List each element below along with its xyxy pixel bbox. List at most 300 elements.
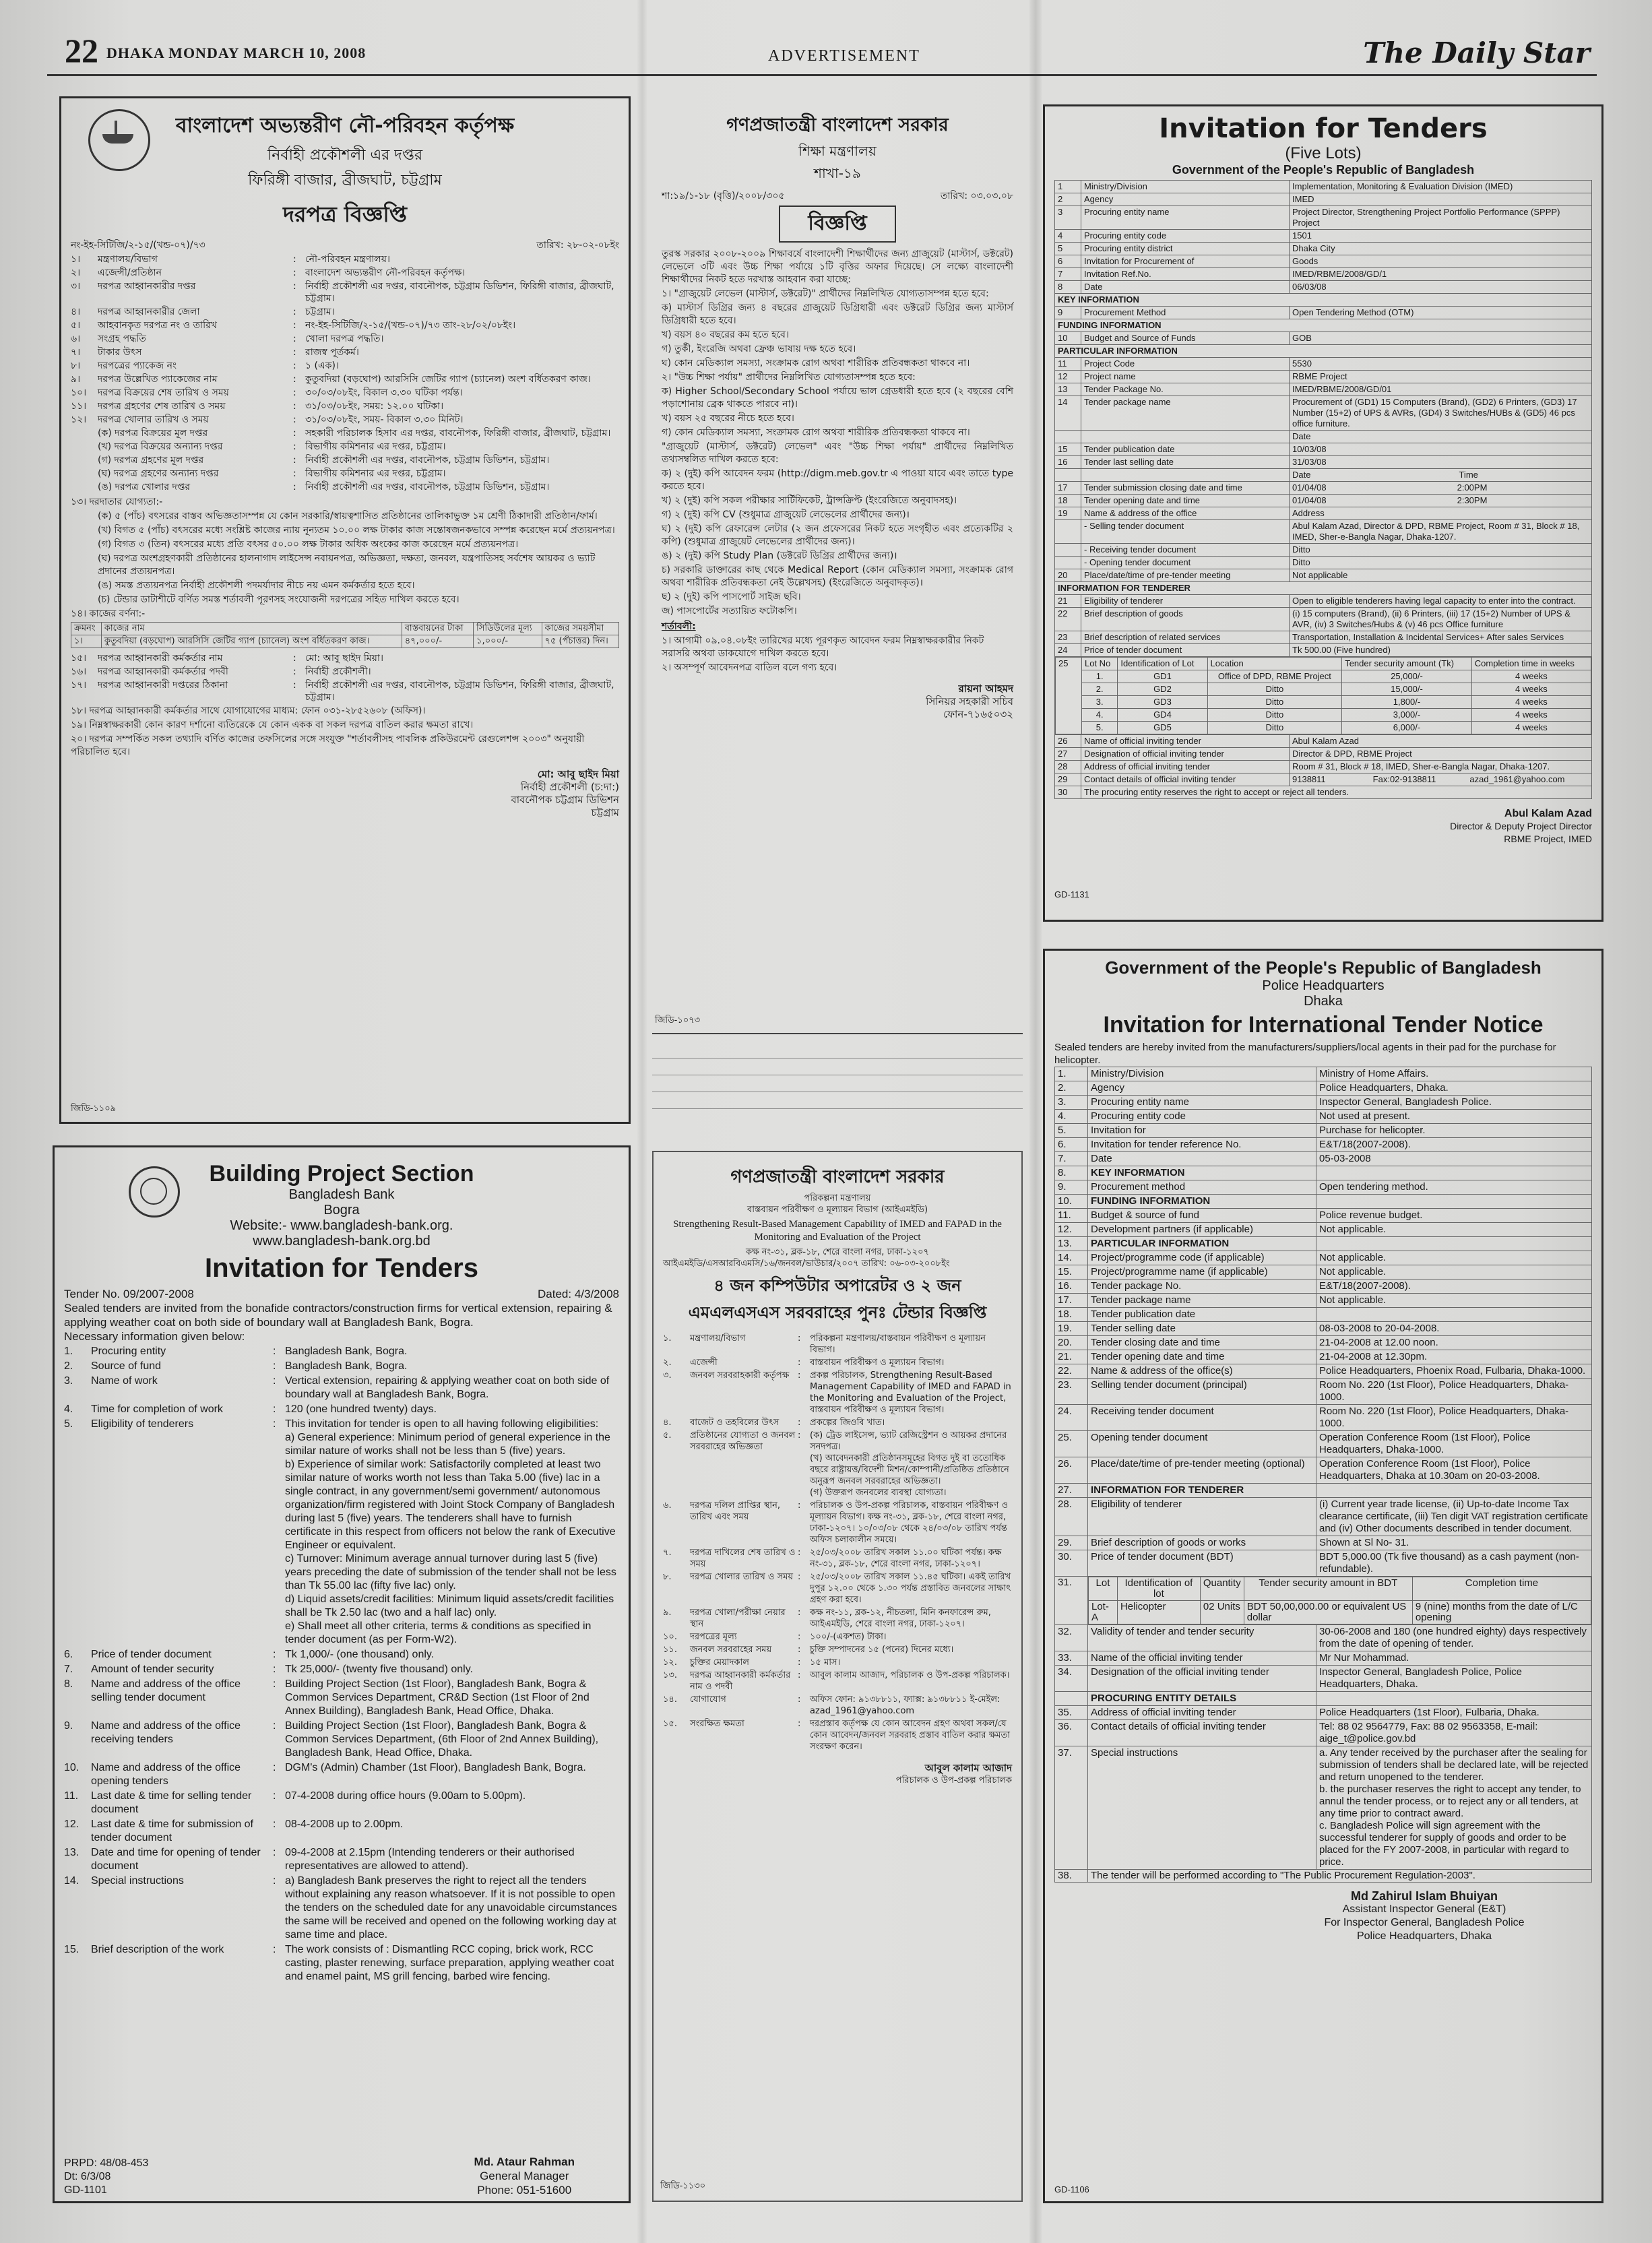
- ad-heading: Invitation for International Tender Notice: [1103, 1012, 1544, 1038]
- table-row: [1055, 557, 1592, 569]
- item-colon: :: [798, 1657, 801, 1668]
- ad-branch: শাখা-১৯: [814, 165, 861, 181]
- cell-label: Contact details of official inviting tender: [1088, 1720, 1316, 1746]
- item-number: 13.: [64, 1847, 80, 1858]
- item-value: আবুল কালাম আজাদ, পরিচালক ও উপ-প্রকল্প পরিচালক।: [810, 1670, 1010, 1680]
- cell-number: 16.: [1055, 1280, 1088, 1294]
- item-value: Bangladesh Bank, Bogra.: [285, 1360, 408, 1372]
- item-value: কুতুবদিয়া (বড়ঘোপ) আরসিসি জেটির গ্যাপ (চ্যানেল) অংশ বর্ধিতকরণ কাজ।: [305, 374, 591, 385]
- cell-number: [1055, 544, 1081, 557]
- list-item: [71, 280, 619, 305]
- item-number: 15.: [64, 1944, 80, 1955]
- cell-value: [1290, 495, 1592, 507]
- paragraph: গ) ২ (দুই) কপি CV (শুধুমাত্র গ্রাজুয়েট লেভেলের প্রার্থীদের জন্য)।: [662, 509, 910, 520]
- item-value: Building Project Section (1st Floor), Bangladesh Bank, Bogra & Common Services Department, (6th Floor of 2nd Annex Building), Bangladesh Bank, Head Office, Dhaka.: [285, 1720, 599, 1759]
- paragraph: ক) Higher School/Secondary School পর্যায়ে ভাল গ্রেডধারী হতে হবে (২ বছরের বেশি পড়াশোনায় ব্রেক থাকতে পারবে না)।: [662, 386, 1013, 410]
- office-city: Dhaka: [1304, 994, 1343, 1009]
- item-value: নির্বাহী প্রকৌশলী এর দপ্তর, বাবনৌপক, চট্টগ্রাম ডিভিশন, চট্টগ্রাম।: [305, 482, 550, 493]
- cell-value: IMED/RBME/2008/GD/01: [1290, 383, 1592, 396]
- table-cell: 25,000/-: [1342, 670, 1472, 683]
- cell-label: Invitation for: [1088, 1124, 1316, 1138]
- project-name: Strengthening Result-Based Management Capability of IMED and FAPAD in the Monitoring and Evaluation of the Project: [673, 1219, 1002, 1242]
- table-cell: GD2: [1118, 683, 1207, 696]
- eligibility-list: [71, 510, 619, 606]
- cell-value: Open to eligible tenderers having legal capacity to enter into the contract.: [1290, 595, 1592, 608]
- item-number: 12.: [64, 1819, 80, 1830]
- item-colon: :: [293, 680, 296, 691]
- cell-text: The procuring entity reserves the right to accept or reject all tenders.: [1081, 786, 1592, 799]
- cell-number: 36.: [1055, 1720, 1088, 1746]
- cell-number: 6: [1055, 255, 1081, 268]
- cell-label: Procuring entity district: [1081, 243, 1290, 255]
- cell-value: Purchase for helicopter.: [1316, 1124, 1592, 1138]
- table-row: [1056, 709, 1591, 722]
- cell-number: 17.: [1055, 1294, 1088, 1308]
- date-value: 01/04/08: [1292, 495, 1327, 505]
- item-number: ৭।: [71, 347, 81, 358]
- item-number: 3.: [64, 1375, 73, 1387]
- item-value: The work consists of : Dismantling RCC coping, brick work, RCC casting, plaster renewing, surface preparation, applying weather coat and enamel paint, MS grill fencing, barbed wire fencing.: [285, 1944, 614, 1982]
- cell-number: 18: [1055, 495, 1081, 507]
- item-colon: :: [273, 1678, 276, 1690]
- cell-value: Address: [1290, 507, 1592, 520]
- table-row: [1056, 696, 1591, 709]
- item-number: 7.: [64, 1664, 73, 1675]
- item-value: নির্বাহী প্রকৌশলী এর দপ্তর, বাবনৌপক, চট্টগ্রাম ডিভিশন, চট্টগ্রাম।: [305, 455, 550, 466]
- table-row: [1055, 243, 1592, 255]
- cell-number: 11: [1055, 358, 1081, 371]
- cell-label: - Opening tender document: [1081, 557, 1290, 569]
- item-label: Name of work: [91, 1375, 158, 1387]
- list-item: [64, 1418, 619, 1647]
- item-colon: :: [798, 1670, 801, 1680]
- cell-label: Agency: [1088, 1081, 1316, 1096]
- list-item: [64, 1761, 619, 1788]
- item-number: 5.: [64, 1418, 73, 1430]
- table-row: [1055, 1237, 1592, 1251]
- item-colon: :: [293, 653, 296, 664]
- government-name: Government of the People's Republic of Bangladesh: [1105, 957, 1542, 978]
- table-cell: BDT 50,00,000.00 or equivalent US dollar: [1244, 1601, 1412, 1624]
- cell-number: 7: [1055, 268, 1081, 281]
- cell-number: 2: [1055, 193, 1081, 206]
- cell-label: Brief description of goods or works: [1088, 1536, 1316, 1550]
- table-row: [1055, 1294, 1592, 1308]
- item-number: ৬.: [663, 1500, 672, 1511]
- ad-subtitle: নির্বাহী প্রকৌশলী এর দপ্তর: [267, 147, 423, 164]
- cell-value: 1501: [1290, 230, 1592, 243]
- list-item: [663, 1718, 1012, 1752]
- item-label: (ঘ) দরপত্র গ্রহণের অন্যান্য দপ্তর: [98, 468, 219, 479]
- table-row: [1055, 1457, 1592, 1484]
- item-colon: :: [798, 1370, 801, 1381]
- item-number: ৮।: [71, 360, 81, 371]
- table-row: [1055, 456, 1592, 469]
- list-item: [663, 1657, 1012, 1668]
- list-item: [71, 652, 619, 664]
- lot-table-cell: [1088, 1577, 1592, 1625]
- item-number: ১।: [71, 254, 81, 265]
- cell-value: Room No. 220 (1st Floor), Police Headquarters, Dhaka-1000.: [1316, 1405, 1592, 1431]
- ad-heading: ৪ জন কম্পিউটার অপারেটর ও ২ জন: [713, 1276, 961, 1295]
- cell-value: Police revenue budget.: [1316, 1209, 1592, 1223]
- item-number: ৯.: [663, 1608, 672, 1618]
- item-colon: :: [273, 1664, 276, 1675]
- table-cell: ৭৫ (পঁচাত্তর) দিন।: [542, 635, 618, 648]
- cell-value: E&T/18(2007-2008).: [1316, 1280, 1592, 1294]
- table-row: [1055, 761, 1592, 773]
- item-label: দরপত্র আহ্বানকারীর দপ্তর: [98, 281, 196, 292]
- list-item: [71, 679, 619, 703]
- cell-value: Not applicable.: [1316, 1251, 1592, 1265]
- list-item: [71, 468, 619, 480]
- table-cell: 4.: [1082, 709, 1118, 722]
- list-item: [71, 333, 619, 345]
- cell-label: Tender publication date: [1081, 443, 1290, 456]
- project-address: কক্ষ নং-৩১, ব্লক-১৮, শেরে বাংলা নগর, ঢাকা-১২০৭: [746, 1247, 929, 1257]
- item-number: 4.: [64, 1403, 73, 1415]
- email: azad_1961@yahoo.com: [1469, 774, 1565, 784]
- memo-date: তারিখ: ২৮-০২-০৮ইং: [536, 240, 619, 251]
- cell-number: 28.: [1055, 1498, 1088, 1536]
- cell-text: The tender will be performed according to "The Public Procurement Regulation-2003".: [1088, 1870, 1592, 1883]
- work-table: [71, 622, 619, 648]
- section-label: INFORMATION FOR TENDERER: [1055, 582, 1592, 595]
- table-cell: GD1: [1118, 670, 1207, 683]
- item-colon: :: [798, 1333, 801, 1344]
- item-colon: :: [273, 1819, 276, 1830]
- table-cell: 9 (nine) months from the date of L/C opening: [1412, 1601, 1591, 1624]
- table-row: [1055, 1223, 1592, 1237]
- item-value: Tk 25,000/- (twenty five thousand) only.: [285, 1664, 473, 1675]
- cell-label: Budget & source of fund: [1088, 1209, 1316, 1223]
- cell-value: Transportation, Installation & Incidental Services+ After sales Services: [1290, 631, 1592, 644]
- item-colon: :: [273, 1649, 276, 1660]
- paragraph: ২। অসম্পূর্ণ আবেদনপত্র বাতিল বলে গণ্য হবে।: [662, 662, 837, 673]
- list-item: [64, 1943, 619, 1984]
- item-colon: :: [798, 1632, 801, 1642]
- cell-value: [1316, 1308, 1592, 1322]
- paragraph: ১৮। দরপত্র আহ্বানকারী কর্মকর্তার সাথে যোগাযোগের মাধ্যম: ফোন ০৩১-২৮৫২৬০৮ (অফিস)।: [71, 705, 426, 716]
- ad-heading: Invitation for Tenders: [205, 1253, 478, 1283]
- signatory-office: RBME Project, IMED: [1504, 833, 1592, 844]
- item-label: Last date & time for submission of tender document: [91, 1819, 253, 1843]
- item-colon: :: [798, 1418, 801, 1428]
- cell-value: 31/03/08: [1290, 456, 1592, 469]
- cell-label: Project Code: [1081, 358, 1290, 371]
- cell-label: Date: [1081, 281, 1290, 294]
- item-number: ১৫।: [71, 653, 87, 664]
- table-row: [1055, 735, 1592, 748]
- item-number: ৮.: [663, 1572, 672, 1582]
- cell-value: Dhaka City: [1290, 243, 1592, 255]
- cell-label: Invitation Ref.No.: [1081, 268, 1290, 281]
- table-row: [1055, 1067, 1592, 1081]
- cell-number: 25.: [1055, 1431, 1088, 1457]
- phone: 9138811: [1292, 774, 1326, 784]
- section-row: [1055, 345, 1592, 358]
- table-cell: ১।: [71, 635, 102, 648]
- table-row: [1055, 1379, 1592, 1405]
- table-row: [1055, 1405, 1592, 1431]
- cell-number: 4.: [1055, 1110, 1088, 1124]
- cell-value: Ministry of Home Affairs.: [1316, 1067, 1592, 1081]
- item-colon: :: [798, 1645, 801, 1655]
- table-row: [1055, 307, 1592, 319]
- cell-label: Invitation for tender reference No.: [1088, 1138, 1316, 1152]
- cell-label: Agency: [1081, 193, 1290, 206]
- list-item: [64, 1678, 619, 1718]
- cell-value: Not applicable.: [1316, 1265, 1592, 1280]
- item-value: 09-4-2008 at 2.15pm (Intending tenderers or their authorised representatives are allowed to attend).: [285, 1847, 575, 1872]
- item-label: দরপত্র বিক্রয়ের শেষ তারিখ ও সময়: [98, 387, 229, 398]
- page-number: 22: [65, 32, 98, 69]
- cell-number: 7.: [1055, 1152, 1088, 1166]
- table-row: [1055, 1081, 1592, 1096]
- cell-label: Address of official inviting tender: [1081, 761, 1290, 773]
- table-row: [1055, 230, 1592, 243]
- table-cell: ১,০০০/-: [474, 635, 542, 648]
- item-label: Special instructions: [91, 1875, 184, 1887]
- item-colon: :: [293, 666, 296, 677]
- list-item: [64, 1375, 619, 1401]
- intro-text-2: Necessary information given below:: [64, 1330, 245, 1343]
- item-label: Last date & time for selling tender document: [91, 1790, 252, 1815]
- cell-number: 1.: [1055, 1067, 1088, 1081]
- cell-value: IMED/RBME/2008/GD/1: [1290, 268, 1592, 281]
- item-label: দরপত্র আহ্বানকারী দপ্তরের ঠিকানা: [98, 680, 228, 691]
- info-list: [71, 652, 619, 703]
- table-row: [1055, 1431, 1592, 1457]
- item-value: ২৫/০৩/২০০৮ তারিখ সকাল ১১.০০ ঘটিকা পর্যন্ত। কক্ষ নং-৩১, ব্লক-১৮, শেরে বাংলা নগর, ঢাকা-১২০৭।: [810, 1548, 1002, 1569]
- tender-info-table: [1054, 1067, 1592, 1883]
- cell-label: [1081, 469, 1290, 482]
- imed-manpower-tender-ad: [652, 1151, 1023, 2202]
- table-cell: 4 weeks: [1471, 670, 1591, 683]
- item-colon: :: [293, 374, 296, 385]
- list-item: [71, 373, 619, 385]
- item-value: 120 (one hundred twenty) days.: [285, 1403, 437, 1415]
- item-colon: :: [798, 1695, 801, 1705]
- item-colon: :: [273, 1720, 276, 1732]
- table-row: [1055, 193, 1592, 206]
- table-row: [1055, 1364, 1592, 1379]
- paragraph: (ঙ) সমস্ত প্রত্যয়নপত্র নির্বাহী প্রকৌশলী পদমর্যাদার নীচে নয় এমন কর্মকর্তার হতে হবে।: [98, 580, 415, 591]
- list-item: [64, 1818, 619, 1845]
- ad-code: জিডি-১১০৯: [71, 1104, 117, 1114]
- list-item: [71, 267, 619, 279]
- dateline: DHAKA MONDAY MARCH 10, 2008: [106, 44, 367, 61]
- cell-label: - Receiving tender document: [1081, 544, 1290, 557]
- cell-label: Budget and Source of Funds: [1081, 332, 1290, 345]
- item-number: ১৫.: [663, 1719, 678, 1729]
- cell-number: [1055, 557, 1081, 569]
- table-cell: Ditto: [1207, 709, 1342, 722]
- terms-title: শর্তাবলী:: [662, 621, 696, 632]
- cell-label: Tender last selling date: [1081, 456, 1290, 469]
- cell-label: Brief description of related services: [1081, 631, 1290, 644]
- item-colon: :: [798, 1719, 801, 1729]
- memo-number: নং-ইহ-সিটিজি/২-১৫/(খন্ড-০৭)/৭৩: [71, 240, 205, 251]
- cell-value: Not applicable: [1290, 569, 1592, 582]
- cell-label: Price of tender document (BDT): [1088, 1550, 1316, 1577]
- cell-number: 8: [1055, 281, 1081, 294]
- bank-branch: Bogra: [323, 1203, 360, 1218]
- biwta-tender-ad: [59, 96, 631, 1124]
- item-value: বিভাগীয় কমিশনার এর দপ্তর, চট্টগ্রাম।: [305, 441, 446, 452]
- cell-number: 4: [1055, 230, 1081, 243]
- list-item: [71, 481, 619, 493]
- item-number: ১৭।: [71, 680, 87, 691]
- cell-label: Procuring entity code: [1081, 230, 1290, 243]
- cell-value: Implementation, Monitoring & Evaluation Division (IMED): [1290, 181, 1592, 193]
- item-colon: :: [293, 267, 296, 278]
- table-row: [1055, 1692, 1592, 1706]
- tender-info-table: [1054, 180, 1592, 799]
- item-label: মন্ত্রণালয়/বিভাগ: [690, 1333, 746, 1344]
- paragraph: ১। "গ্রাজুয়েট লেভেল (মাস্টার্স, ডক্টরেট)" প্রার্থীদের নিম্নলিখিত যোগ্যতাসম্পন্ন হতে হবে:: [662, 288, 989, 299]
- table-cell: 3,000/-: [1342, 709, 1472, 722]
- item-number: ১২.: [663, 1657, 678, 1668]
- notes-list: [71, 705, 619, 759]
- cell-value: 10/03/08: [1290, 443, 1592, 456]
- list-item: [64, 1648, 619, 1662]
- cell-value: Tel: 88 02 9564779, Fax: 88 02 9563358, E-mail: aige_t@police.gov.bd: [1316, 1720, 1592, 1746]
- paragraph: গ) কোন মেডিক্যাল সমস্যা, সংক্রামক রোগ অথবা শারীরিক প্রতিবন্ধকতা থাকবে না।: [662, 427, 970, 438]
- cell-value: a. Any tender received by the purchaser after the sealing for submission of tenders shall be declared late, will be rejected and return unopened to the tenderer. b. the purchaser reserves the right to accept any tender, to annul the tender process, or to reject any or all tenders, at any time prior to contract award. c. Bangladesh Police will sign agreement with the successful tenderer for supply of goods and order to be placed for the FY 2007-2008, in particular with regard to price.: [1316, 1746, 1592, 1870]
- item-number: ৫.: [663, 1430, 672, 1441]
- cell-value: 5530: [1290, 358, 1592, 371]
- signatory-designation: General Manager: [480, 2170, 569, 2182]
- cell-number: 30.: [1055, 1550, 1088, 1577]
- list-item: [64, 1874, 619, 1942]
- table-header-cell: বাস্তবায়নের টাকা: [402, 623, 473, 635]
- section-row: [1055, 582, 1592, 595]
- table-row: [1055, 1746, 1592, 1870]
- item-label: Amount of tender security: [91, 1664, 214, 1675]
- table-row: [1055, 544, 1592, 557]
- signatory-line: বাবনৌপক চট্টগ্রাম ডিভিশন: [511, 794, 619, 806]
- info-list: [663, 1333, 1012, 1752]
- cell-number: 27.: [1055, 1484, 1088, 1498]
- cell-number: 15.: [1055, 1265, 1088, 1280]
- table-header-cell: Identification of Lot: [1118, 658, 1207, 670]
- item-label: আহবানকৃত দরপত্র নং ও তারিখ: [98, 320, 217, 331]
- list-item: [71, 387, 619, 399]
- table-cell: কুতুবদিয়া (বড়ঘোপ) আরসিসি জেটির গ্যাপ (চ্যানেল) অংশ বর্ধিতকরণ কাজ।: [101, 635, 402, 648]
- signatory-name: Md Zahirul Islam Bhuiyan: [1350, 1889, 1498, 1903]
- tender-number: Tender No. 09/2007-2008: [64, 1288, 194, 1300]
- ad-title: Building Project Section: [209, 1161, 474, 1187]
- blank-space: [652, 1051, 1023, 1132]
- cell-value: 21-04-2008 at 12.30pm.: [1316, 1350, 1592, 1364]
- section-label: KEY INFORMATION: [1055, 294, 1592, 307]
- education-ministry-notice: [652, 104, 1023, 1034]
- cell-label: FUNDING INFORMATION: [1088, 1195, 1316, 1209]
- item-value: DGM's (Admin) Chamber (1st Floor), Bangladesh Bank, Bogra.: [285, 1762, 586, 1773]
- item-colon: :: [273, 1360, 276, 1372]
- cell-number: 23: [1055, 631, 1081, 644]
- paragraph: চ) সরকারি ডাক্তারের কাছ থেকে Medical Report (কোন মেডিক্যাল সমস্যা, সংক্রামক রোগ অথবা শারীরিক প্রতিবন্ধকতা নেই উল্লেখসহ) (ইংরেজিতে অনুবাদকৃত)।: [662, 565, 1013, 588]
- cell-value: GOB: [1290, 332, 1592, 345]
- table-row: [1055, 443, 1592, 456]
- signatory-office: Police Headquarters, Dhaka: [1356, 1930, 1492, 1942]
- cell-number: 30: [1055, 786, 1081, 799]
- item-value: This invitation for tender is open to all having following eligibilities: a) General experience: Minimum period of general experience in the similar nature of works shall not be less than 5 (five) years. b) Experience of similar work: Satisfactorily completed at least two similar nature of works worth not less than Taka 5.00 (five) lac in a single contract, in any government/semi government/ autonomous organization/firm registered with Joint Stock Company of Bangladesh during last 5 (five) years. The tenderers shall have to furnish certificate in this respect from officers not below the rank of Executive Engineer or equivalent. c) Turnover: Minimum average annual turnover during last 5 (five) years preceding the date of submission of the tender shall not be less than Tk 55.00 lac (fifty five lac) only. d) Liquid assets/credit facilities: Minimum liquid assets/credit facilities shall be Tk 2.50 lac (two and a half lac) only. e) Shall meet all other criteria, terms & conditions as specified in tender document (as per Form-W2).: [285, 1418, 616, 1645]
- item-label: Procuring entity: [91, 1346, 166, 1357]
- notice-body: [662, 248, 1013, 618]
- cell-value: Mr Nur Mohammad.: [1316, 1651, 1592, 1666]
- table-row: [1055, 1195, 1592, 1209]
- item-number: ৬।: [71, 334, 81, 344]
- item-value: নির্বাহী প্রকৌশলী।: [305, 666, 371, 677]
- table-row: [1055, 1110, 1592, 1124]
- info-list: [71, 253, 619, 493]
- signatory-phone: Phone: 051-51600: [477, 2184, 572, 2197]
- table-row: [1055, 608, 1592, 631]
- table-row: [1055, 281, 1592, 294]
- table-row: [1055, 1498, 1592, 1536]
- item-number: 11.: [64, 1790, 79, 1802]
- paragraph: ক) ২ (দুই) কপি আবেদন ফরম (http://digm.meb.gov.tr এ পাওয়া যাবে এবং তাতে type করতে হবে।: [662, 468, 1013, 492]
- signature-block: [71, 768, 619, 819]
- list-item: [64, 1663, 619, 1676]
- paragraph: ক) মাস্টার্স ডিগ্রির জন্য ৪ বছরের গ্রাজুয়েট ডিগ্রিধারী এবং ডক্টরেট ডিগ্রির জন্য মাস্টার্স ডিগ্রিধারী হতে হবে।: [662, 303, 1013, 326]
- cell-label: Tender submission closing date and time: [1081, 482, 1290, 495]
- table-row: [1055, 631, 1592, 644]
- item-colon: :: [293, 468, 296, 479]
- item-colon: :: [293, 401, 296, 412]
- item-value: পরিকল্পনা মন্ত্রণালয়/বাস্তবায়ন পরিবীক্ষণ ও মূল্যায়ন বিভাগ।: [810, 1333, 986, 1355]
- item-label: দরপত্র খোলা/পরীক্ষা নেয়ার স্থান: [690, 1608, 786, 1629]
- cell-number: 29: [1055, 773, 1081, 786]
- item-value: পরিচালক ও উপ-প্রকল্প পরিচালক, বাস্তবায়ন পরিবীক্ষণ ও মূল্যায়ন বিভাগ। কক্ষ নং-৩১, ব্লক-১৮, শেরে বাংলা নগর, ঢাকা-১২০৭। ১০/০৩/০৮ থেকে ২৪/০৩/০৮ তারিখ পর্যন্ত অফিস চলাকালীন সময়ে।: [810, 1500, 1009, 1545]
- signatory-designation: পরিচালক ও উপ-প্রকল্প পরিচালক: [895, 1775, 1012, 1786]
- list-item: [663, 1547, 1012, 1570]
- cell-number: 17: [1055, 482, 1081, 495]
- table-row: [1055, 371, 1592, 383]
- paragraph: ১। আগামী ০৯.০৪.০৮ইং তারিখের মধ্যে পূরণকৃত আবেদন ফরম নিম্নস্বাক্ষরকারীর নিকট সরাসরি অথবা ডাকযোগে দাখিল করতে হবে।: [662, 635, 984, 659]
- paragraph: ঘ) কোন মেডিক্যাল সমস্যা, সংক্রামক রোগ অথবা শারীরিক প্রতিবন্ধকতা থাকবে না।: [662, 358, 970, 369]
- item-value: অফিস ফোন: ৯১৩৮৮১১, ফ্যাক্স: ৯১৩৮৮১১ ই-মেইল: azad_1961@yahoo.com: [810, 1695, 1000, 1716]
- paragraph: (গ) বিগত ৩ (তিন) বৎসরের মধ্যে প্রতি বৎসর ৫০.০০ লক্ষ টাকার অধিক অংকের কাজ করেছেন মর্মে প্রত্যয়নপত্র।: [98, 539, 519, 550]
- item-label: (ক) দরপত্র বিক্রয়ের মূল দপ্তর: [98, 428, 208, 439]
- item-label: (খ) দরপত্র বিক্রয়ের অন্যান্য দপ্তর: [98, 441, 223, 452]
- item-value: রাজস্ব পূর্তকর্ম।: [305, 347, 359, 358]
- cell-value: Police Headquarters, Dhaka.: [1316, 1081, 1592, 1096]
- list-item: [663, 1607, 1012, 1630]
- cell-value: [1316, 1166, 1592, 1180]
- cell-number: 21: [1055, 595, 1081, 608]
- ad-heading: Invitation for Tenders: [1159, 113, 1488, 144]
- paragraph: খ) বয়স ৪০ বছরের কম হতে হবে।: [662, 329, 789, 340]
- cell-value: (i) Current year trade license, (ii) Up-to-date Income Tax clearance certificate, (iii) Ten digit VAT registration certificate and (iv) Other documents described in tender document.: [1316, 1498, 1592, 1536]
- table-row: [1055, 268, 1592, 281]
- item-number: ৯।: [71, 374, 81, 385]
- item-value: নির্বাহী প্রকৌশলী এর দপ্তর, বাবনৌপক, চট্টগ্রাম ডিভিশন, ফিরিঙ্গী বাজার, ব্রীজঘাট, চট্টগ্রাম।: [305, 281, 614, 304]
- item-number: ১৩.: [663, 1670, 678, 1680]
- table-row: [1055, 332, 1592, 345]
- cell-label: Project/programme name (if applicable): [1088, 1265, 1316, 1280]
- cell-label: Procuring entity name: [1081, 206, 1290, 230]
- cell-number: 5.: [1055, 1124, 1088, 1138]
- cell-value: 08-03-2008 to 20-04-2008.: [1316, 1322, 1592, 1336]
- item-value: চুক্তি সম্পাদনের ১৫ (পনের) দিনের মধ্যে।: [810, 1645, 954, 1655]
- item-value: ১৫ মাস।: [810, 1657, 841, 1668]
- table-row: [1055, 383, 1592, 396]
- table-header-row: [71, 623, 619, 635]
- cell-value: Inspector General, Bangladesh Police, Police Headquarters, Dhaka.: [1316, 1666, 1592, 1692]
